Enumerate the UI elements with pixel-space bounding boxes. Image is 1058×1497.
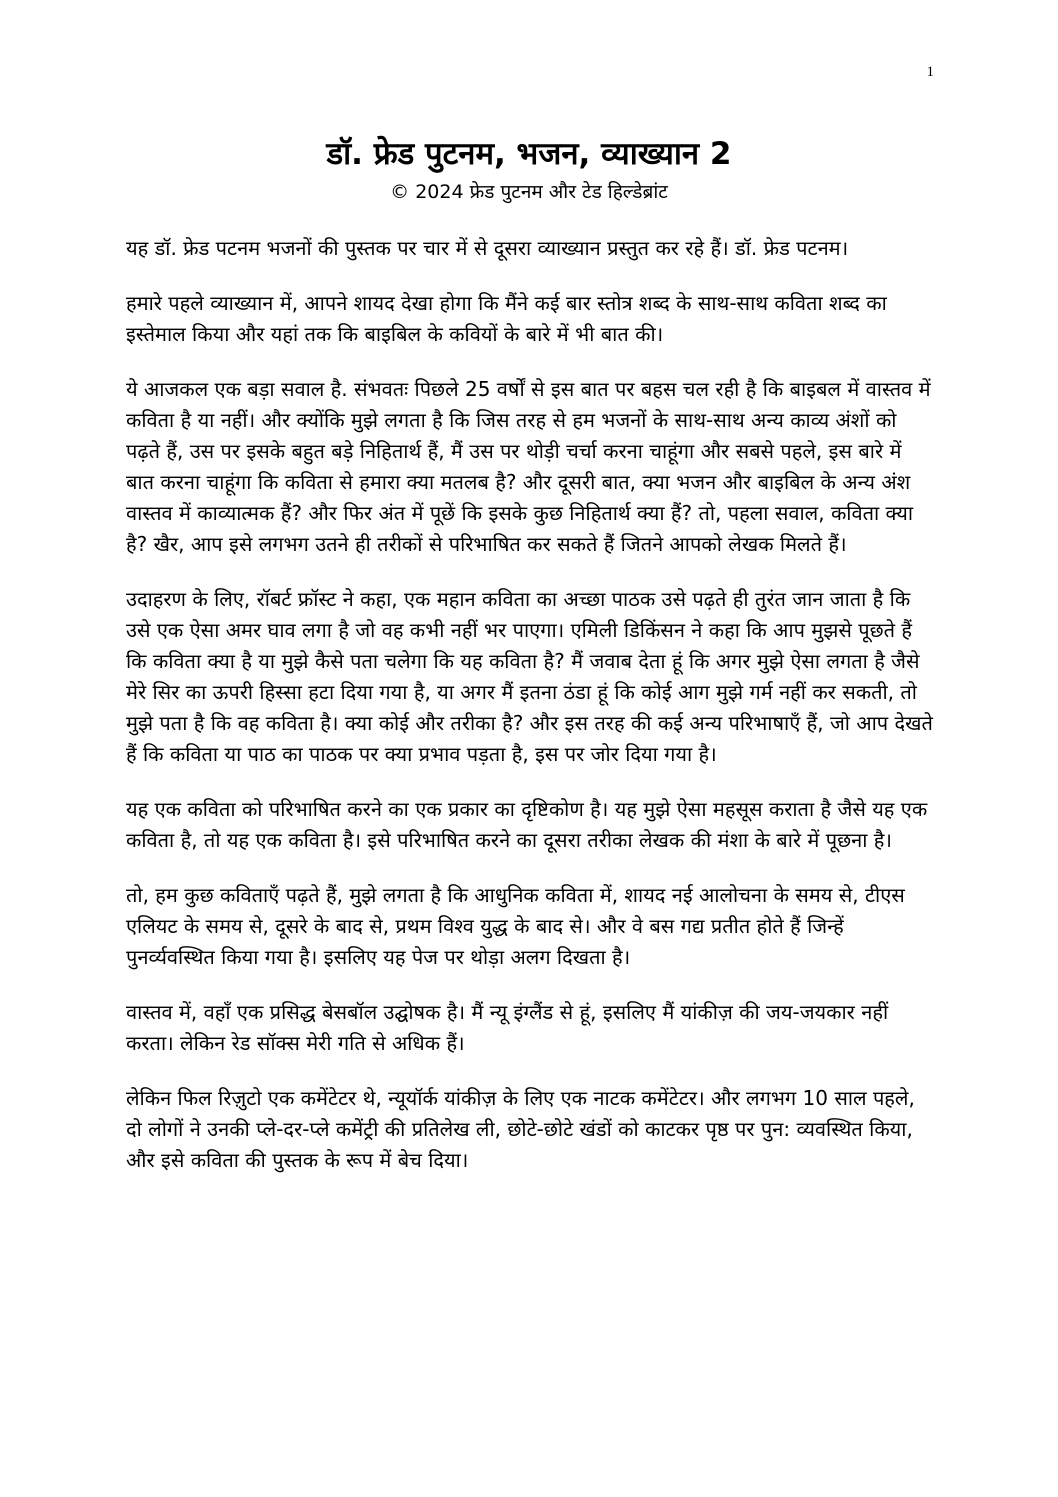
paragraph-4: उदाहरण के लिए, रॉबर्ट फ्रॉस्ट ने कहा, एक महान कविता का अच्छा पाठक उसे पढ़ते ही तुरंत जान जाता है कि उसे एक ऐसा अमर घाव लगा है जो वह कभी नहीं भर पाएगा। एमिली डिकिंसन ने कहा कि आप मुझसे पूछते हैं कि कविता क्या है या मुझे कैसे पता चलेगा कि यह कविता है? मैं जवाब देता हूं कि अगर मुझे ऐसा लगता है जैसे मेरे सिर का ऊपरी हिस्सा हटा दिया गया है, या अगर मैं इतना ठंडा हूं कि कोई आग मुझे गर्म नहीं कर सकती, तो मुझे पता है कि वह कविता है। क्या कोई और तरीका है? और इस तरह की कई अन्य परिभाषाएँ हैं, जो आप देखते हैं कि कविता या पाठ का पाठक पर क्या प्रभाव पड़ता है, इस पर जोर दिया गया है। <box>126 587 933 766</box>
paragraph-3: ये आजकल एक बड़ा सवाल है. संभवतः पिछले 25 वर्षों से इस बात पर बहस चल रही है कि बाइबल में वास्तव में कविता है या नहीं। और क्योंकि मुझे लगता है कि जिस तरह से हम भजनों के साथ-साथ अन्य काव्य अंशों को पढ़ते हैं, उस पर इसके बहुत बड़े निहितार्थ हैं, मैं उस पर थोड़ी चर्चा करना चाहूंगा और सबसे पहले, इस बारे में बात करना चाहूंगा कि कविता से हमारा क्या मतलब है? और दूसरी बात, क्या भजन और बाइबिल के अन्य अंश वास्तव में काव्यात्मक हैं? और फिर अंत में पूछें कि इसके कुछ निहितार्थ क्या हैं? तो, पहला सवाल, कविता क्या है? खैर, आप इसे लगभग उतने ही तरीकों से परिभाषित कर सकते हैं जितने आपको लेखक मिलते हैं। <box>126 377 931 556</box>
paragraph-7: वास्तव में, वहाँ एक प्रसिद्ध बेसबॉल उद्घोषक है। मैं न्यू इंग्लैंड से हूं, इसलिए मैं यांकीज़ की जय-जयकार नहीं करता। लेकिन रेड सॉक्स मेरी गति से अधिक हैं। <box>126 1000 889 1055</box>
page-number: 1 <box>926 64 934 80</box>
copyright-line: © 2024 फ्रेड पुटनम और टेड हिल्डेब्रांट <box>390 181 668 203</box>
paragraph-5: यह एक कविता को परिभाषित करने का एक प्रकार का दृष्टिकोण है। यह मुझे ऐसा महसूस कराता है जैसे यह एक कविता है, तो यह एक कविता है। इसे परिभाषित करने का दूसरा तरीका लेखक की मंशा के बारे में पूछना है। <box>126 797 928 852</box>
paragraph-6: तो, हम कुछ कविताएँ पढ़ते हैं, मुझे लगता है कि आधुनिक कविता में, शायद नई आलोचना के समय से, टीएस एलियट के समय से, दूसरे के बाद से, प्रथम विश्व युद्ध के बाद से। और वे बस गद्य प्रतीत होते हैं जिन्हें पुनर्व्यवस्थित किया गया है। इसलिए यह पेज पर थोड़ा अलग दिखता है। <box>126 883 905 969</box>
body-text <box>126 233 934 1200</box>
paragraph-1: यह डॉ. फ्रेड पटनम भजनों की पुस्तक पर चार में से दूसरा व्याख्यान प्रस्तुत कर रहे हैं। डॉ. फ्रेड पटनम। <box>126 236 849 260</box>
paragraph-8: लेकिन फिल रिज़ुटो एक कमेंटेटर थे, न्यूयॉर्क यांकीज़ के लिए एक नाटक कमेंटेटर। और लगभग 10 साल पहले, दो लोगों ने उनकी प्ले-दर-प्ले कमेंट्री की प्रतिलेख ली, छोटे-छोटे खंडों को काटकर पृष्ठ पर पुन: व्यवस्थित किया, और इसे कविता की पुस्तक के रूप में बेच दिया। <box>126 1086 915 1172</box>
page-title: डॉ. फ्रेड पुटनम, भजन, व्याख्यान 2 <box>326 136 732 172</box>
paragraph-2: हमारे पहले व्याख्यान में, आपने शायद देखा होगा कि मैंने कई बार स्तोत्र शब्द के साथ-साथ कविता शब्द का इस्तेमाल किया और यहां तक कि बाइबिल के कवियों के बारे में भी बात की। <box>126 291 887 346</box>
